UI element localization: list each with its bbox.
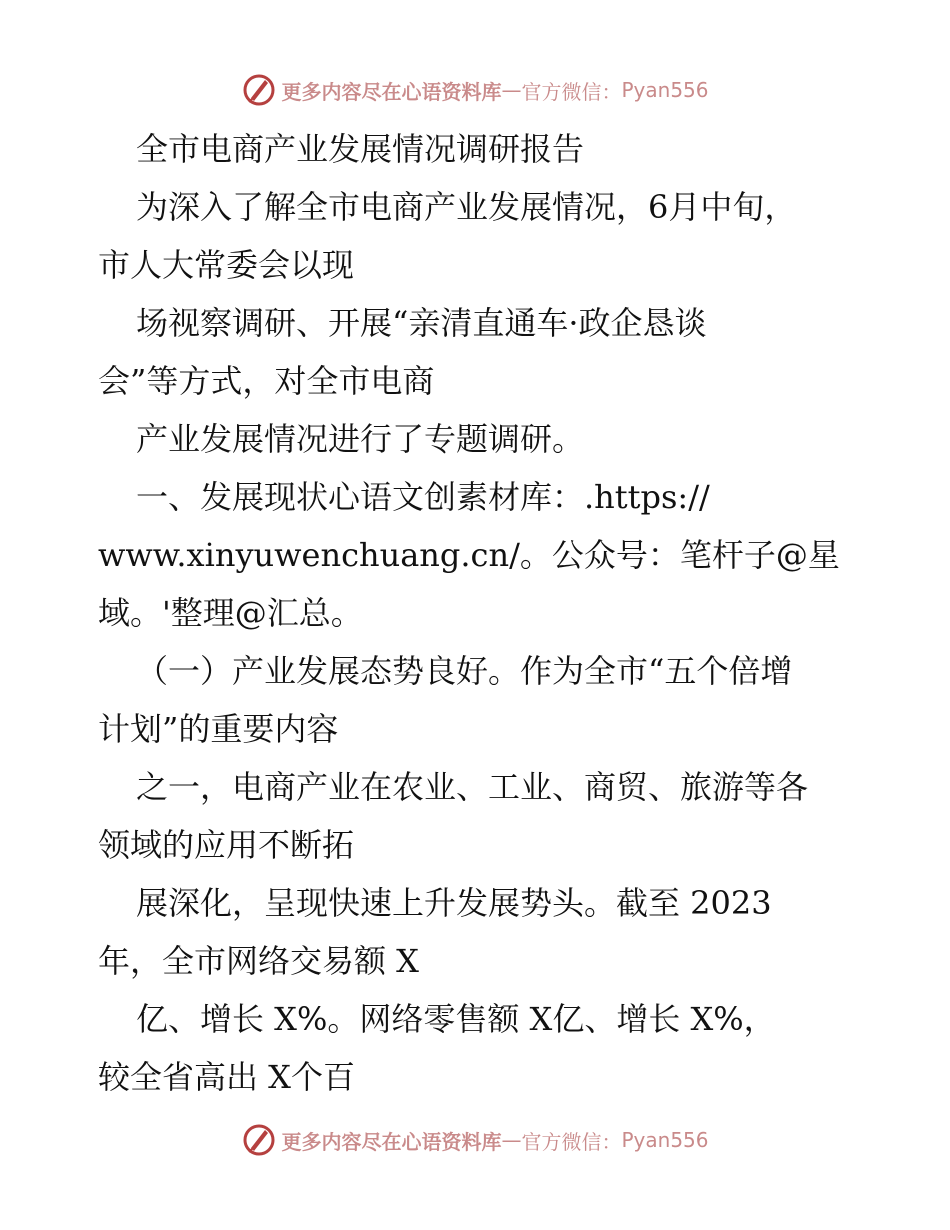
paragraph-line: 亿、增长 X%。网络零售额 X亿、增长 X%，	[136, 1000, 776, 1038]
paragraph-line: 域。'整理@汇总。	[98, 594, 363, 632]
paragraph-line: 市人大常委会以现	[98, 246, 355, 284]
subsection-heading: （一）产业发展态势良好。作为全市“五个倍增	[136, 652, 793, 690]
paragraph-line: 年，全市网络交易额 X	[98, 942, 419, 980]
banner-brand-text: 更多内容尽在心语资料库	[281, 1129, 502, 1154]
document-body	[98, 120, 868, 1106]
banner-dash: —	[501, 1128, 522, 1152]
paragraph-line: 之一，电商产业在农业、工业、商贸、旅游等各	[136, 768, 809, 806]
quill-logo-icon	[241, 72, 277, 108]
paragraph-line: 领域的应用不断拓	[98, 826, 355, 864]
paragraph-line: 场视察调研、开展“亲清直通车·政企恳谈	[136, 304, 707, 342]
banner-dash: —	[501, 78, 522, 102]
section-heading: 一、发展现状心语文创素材库：.https://	[136, 478, 710, 516]
banner-wechat-id: Pyan556	[621, 1128, 709, 1152]
paragraph-line: 为深入了解全市电商产业发展情况，6月中旬，	[136, 188, 797, 226]
paragraph-line: 较全省高出 X个百	[98, 1058, 355, 1096]
banner-wechat-id: Pyan556	[621, 78, 709, 102]
banner-wechat-label: 官方微信：	[521, 79, 622, 104]
header-banner	[0, 70, 950, 110]
paragraph-line: 计划”的重要内容	[98, 710, 339, 748]
quill-logo-icon	[241, 1122, 277, 1158]
paragraph-line: 产业发展情况进行了专题调研。	[136, 420, 585, 458]
banner-wechat-label: 官方微信：	[521, 1129, 622, 1154]
paragraph-line: www.xinyuwenchuang.cn/。公众号：笔杆子@星	[98, 536, 840, 574]
paragraph-line: 会”等方式，对全市电商	[98, 362, 435, 400]
document-title: 全市电商产业发展情况调研报告	[136, 130, 585, 168]
paragraph-line: 展深化，呈现快速上升发展势头。截至 2023	[136, 884, 772, 922]
footer-banner	[0, 1120, 950, 1160]
banner-brand-text: 更多内容尽在心语资料库	[281, 79, 502, 104]
